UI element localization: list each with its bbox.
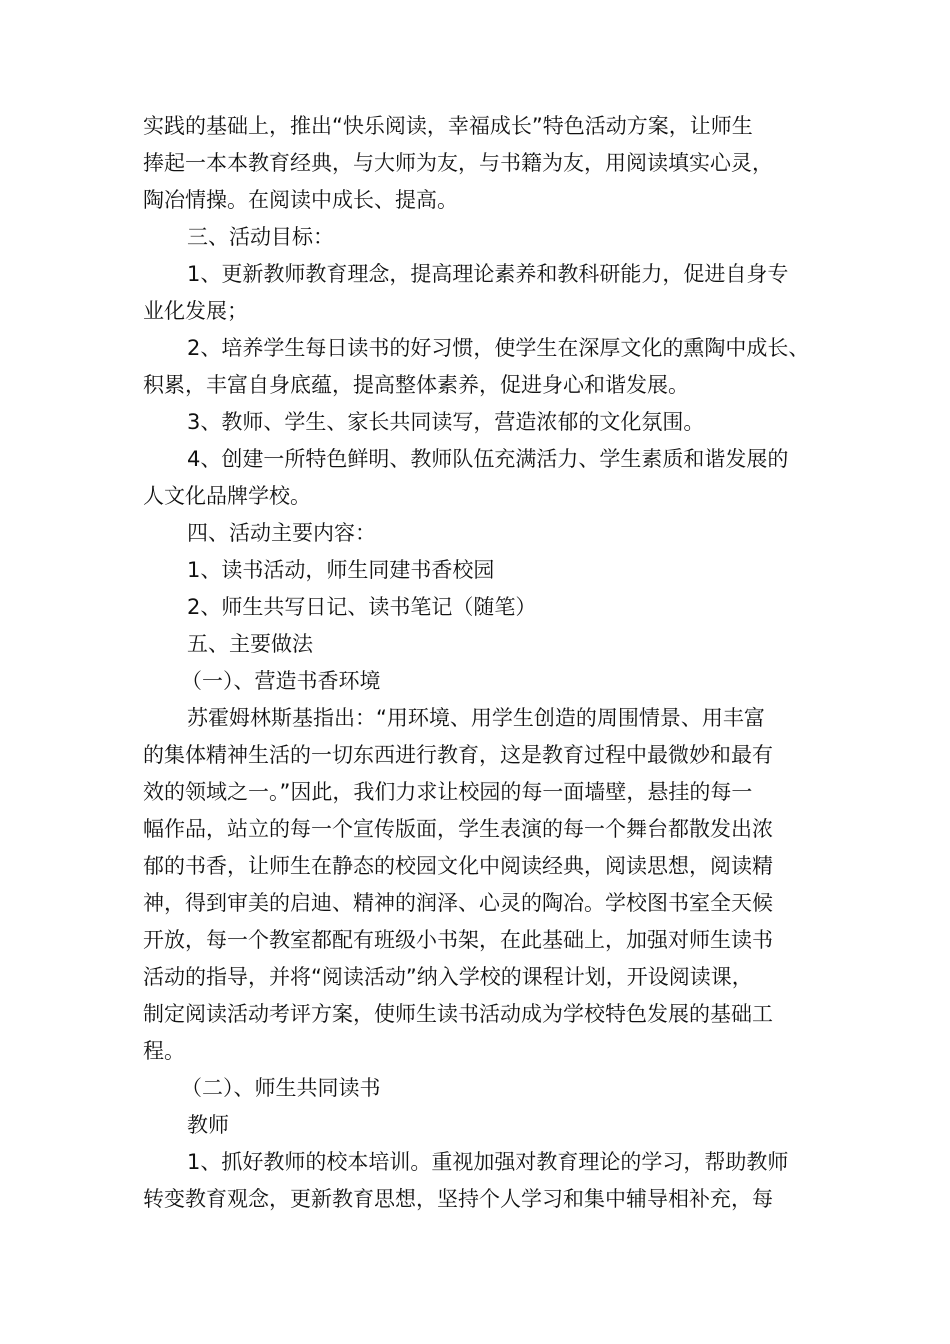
- text-line: 1、读书活动，师生同建书香校园: [187, 558, 495, 582]
- text-line: 业化发展；: [143, 299, 248, 323]
- text-line: 3、教师、学生、家长共同读写，营造浓郁的文化氛围。: [187, 410, 705, 434]
- text-line: 人文化品牌学校。: [143, 484, 311, 508]
- text-line: 开放，每一个教室都配有班级小书架，在此基础上，加强对师生读书: [143, 928, 773, 952]
- text-line: 程。: [143, 1039, 185, 1063]
- text-line: 活动的指导，并将“阅读活动”纳入学校的课程计划，开设阅读课，: [143, 965, 753, 989]
- text-line: 积累，丰富自身底蕴，提高整体素养，促进身心和谐发展。: [143, 373, 689, 397]
- text-line: 幅作品，站立的每一个宣传版面，学生表演的每一个舞台都散发出浓: [143, 817, 773, 841]
- text-line: 制定阅读活动考评方案，使师生读书活动成为学校特色发展的基础工: [143, 1002, 773, 1026]
- text-line: 苏霍姆林斯基指出：“用环境、用学生创造的周围情景、用丰富: [187, 706, 765, 730]
- text-line: 4、创建一所特色鲜明、教师队伍充满活力、学生素质和谐发展的: [187, 447, 789, 471]
- subheading: 教师: [187, 1113, 229, 1137]
- text-line: 1、抓好教师的校本培训。重视加强对教育理论的学习，帮助教师: [187, 1150, 789, 1174]
- text-line: 捧起一本本教育经典，与大师为友，与书籍为友，用阅读填实心灵，: [143, 151, 773, 175]
- text-line: 郁的书香，让师生在静态的校园文化中阅读经典，阅读思想，阅读精: [143, 854, 773, 878]
- text-line: 1、更新教师教育理念，提高理论素养和教科研能力，促进自身专: [187, 262, 789, 286]
- text-line: 效的领域之一。”因此，我们力求让校园的每一面墙壁，悬挂的每一: [143, 780, 753, 804]
- text-line: 2、培养学生每日读书的好习惯，使学生在深厚文化的熏陶中成长、: [187, 336, 810, 360]
- document-body: [143, 108, 813, 1218]
- subsection-heading: （一）、营造书香环境: [181, 669, 381, 693]
- text-line: 实践的基础上，推出“快乐阅读，幸福成长”特色活动方案，让师生: [143, 114, 753, 138]
- section-heading: 四、活动主要内容：: [187, 521, 376, 545]
- text-line: 神，得到审美的启迪、精神的润泽、心灵的陶冶。学校图书室全天候: [143, 891, 773, 915]
- subsection-heading: （二）、师生共同读书: [181, 1076, 381, 1100]
- section-heading: 五、主要做法: [187, 632, 313, 656]
- text-line: 2、师生共写日记、读书笔记（随笔）: [187, 595, 537, 619]
- text-line: 转变教育观念，更新教育思想，坚持个人学习和集中辅导相补充，每: [143, 1187, 773, 1211]
- text-line: 的集体精神生活的一切东西进行教育，这是教育过程中最微妙和最有: [143, 743, 773, 767]
- text-line: 陶冶情操。在阅读中成长、提高。: [143, 188, 458, 212]
- section-heading: 三、活动目标：: [187, 225, 334, 249]
